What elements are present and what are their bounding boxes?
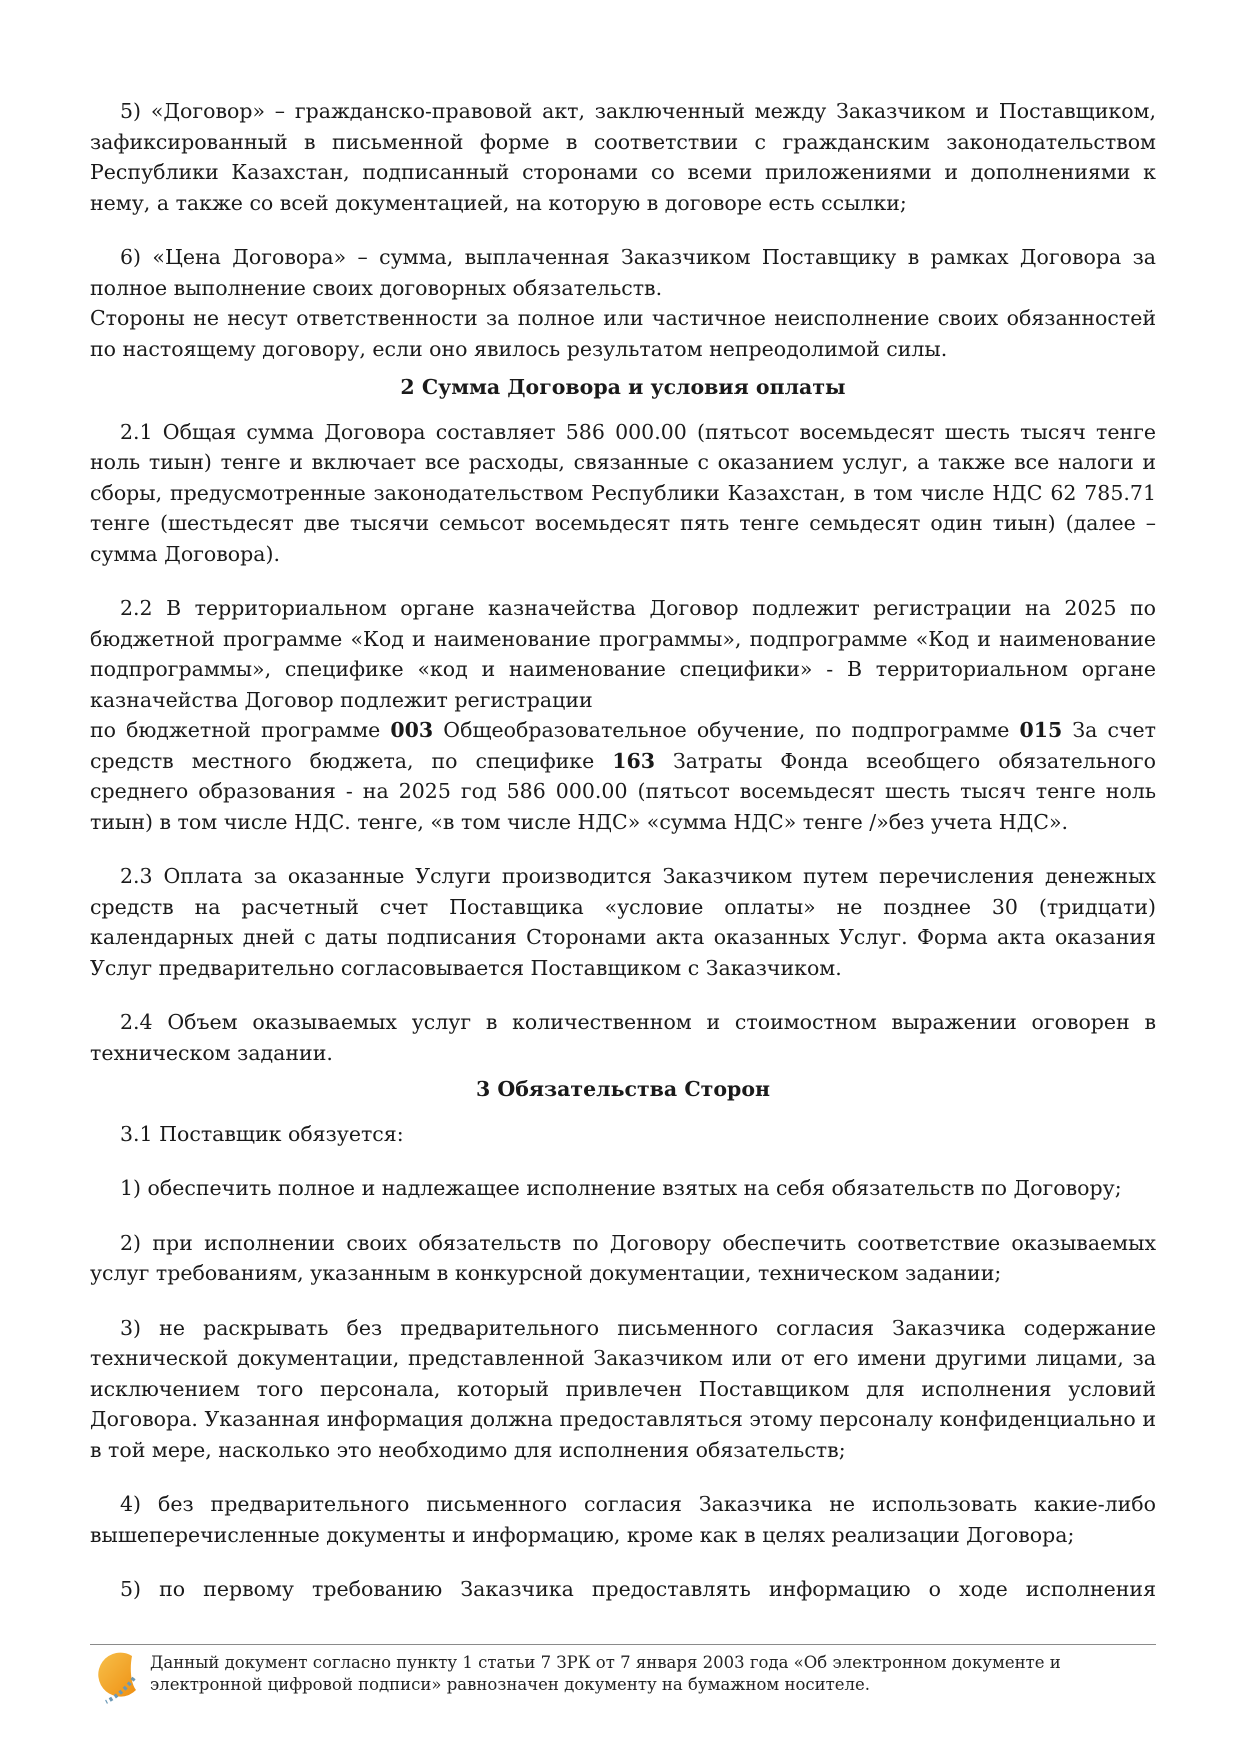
text-segment: Затраты Фонда всеобщего обязательного среднего образования - на 2025 год 586 000.00 (пятьсот восемьдесят шесть тысяч тенге ноль тиын) в том числе НДС. тенге, «в том числе НДС» «сумма НДС» тенге /»без учета НДС».: [90, 748, 1156, 834]
clause-2-2: 2.2 В территориальном органе казначейства Договор подлежит регистрации на 2025 по бюджетной программе «Код и наименование программы», подпрограмме «Код и наименование подпрограммы», специфике «код и наименование специфики» - В территориальном органе казначейства Договор подлежит регистрации: [90, 596, 1156, 712]
force-majeure-clause: Стороны не несут ответственности за полное или частичное неисполнение своих обязанностей по настоящему договору, если оно явилось результатом непреодолимой силы.: [90, 306, 1156, 361]
obligation-item: 3) не раскрывать без предварительного письменного согласия Заказчика содержание технической документации, представленной Заказчиком или от его имени другими лицами, за исключением того персонала, который привлечен Поставщиком для исполнения условий Договора. Указанная информация должна предоставляться этому персоналу конфиденциально и в той мере, насколько это необходимо для исполнения обязательств;: [90, 1315, 1156, 1462]
text-segment: За счет средств местного бюджета, по специфике: [90, 718, 1156, 773]
obligation-item: 2) при исполнении своих обязательств по Договору обеспечить соответствие оказываемых услуг требованиям, указанным в конкурсной документации, техническом задании;: [90, 1230, 1156, 1285]
program-code: 003: [390, 718, 434, 742]
obligation-item: 4) без предварительного письменного согласия Заказчика не использовать какие-либо вышеперечисленные документы и информацию, кроме как в целях реализации Договора;: [90, 1492, 1156, 1547]
text-segment: Общеобразовательное обучение, по подпрограмме: [433, 718, 1020, 742]
text-segment: по бюджетной программе: [90, 718, 391, 742]
egov-sun-logo-icon: [92, 1650, 144, 1704]
page-footer: [92, 1650, 1158, 1704]
footer-divider: [90, 1644, 1156, 1645]
obligation-item: 5) по первому требованию Заказчика предоставлять информацию о ходе исполнения: [120, 1577, 1156, 1601]
subprogram-code: 015: [1019, 718, 1063, 742]
specific-code: 163: [612, 748, 656, 773]
clause-3-1: 3.1 Поставщик обязуется:: [120, 1121, 404, 1146]
section-2-heading: 2 Сумма Договора и условия оплаты: [400, 375, 846, 399]
clause-2-4: 2.4 Объем оказываемых услуг в количественном и стоимостном выражении оговорен в техническом задании.: [90, 1010, 1156, 1065]
obligation-item: 1) обеспечить полное и надлежащее исполнение взятых на себя обязательств по Договору;: [120, 1176, 1122, 1200]
electronic-document-notice: Данный документ согласно пункту 1 статьи 7 ЗРК от 7 января 2003 года «Об электронном документе и электронной цифровой подписи» равнозначен документу на бумажном носителе.: [150, 1653, 1061, 1694]
definition-contract: 5) «Договор» – гражданско-правовой акт, заключенный между Заказчиком и Поставщиком, зафиксированный в письменной форме в соответствии с гражданским законодательством Республики Казахстан, подписанный сторонами со всеми приложениями и дополнениями к нему, а также со всей документацией, на которую в договоре есть ссылки;: [90, 99, 1156, 215]
section-3-heading: 3 Обязательства Сторон: [475, 1077, 771, 1101]
clause-2-1: 2.1 Общая сумма Договора составляет 586 000.00 (пятьсот восемьдесят шесть тысяч тенге ноль тиын) тенге и включает все расходы, связанные с оказанием услуг, а также все налоги и сборы, предусмотренные законодательством Республики Казахстан, в том числе НДС 62 785.71 тенге (шестьдесят две тысячи семьсот восемьдесят пять тенге семьдесят один тиын) (далее – сумма Договора).: [90, 419, 1156, 566]
definition-contract-price: 6) «Цена Договора» – сумма, выплаченная Заказчиком Поставщику в рамках Договора за полное выполнение своих договорных обязательств.: [90, 245, 1156, 300]
clause-2-2-budget: [90, 715, 1156, 837]
clause-2-3: 2.3 Оплата за оказанные Услуги производится Заказчиком путем перечисления денежных средств на расчетный счет Поставщика «условие оплаты» не позднее 30 (тридцати) календарных дней с даты подписания Сторонами акта оказанных Услуг. Форма акта оказания Услуг предварительно согласовывается Поставщиком с Заказчиком.: [90, 864, 1156, 980]
document-page: [90, 96, 1156, 1605]
